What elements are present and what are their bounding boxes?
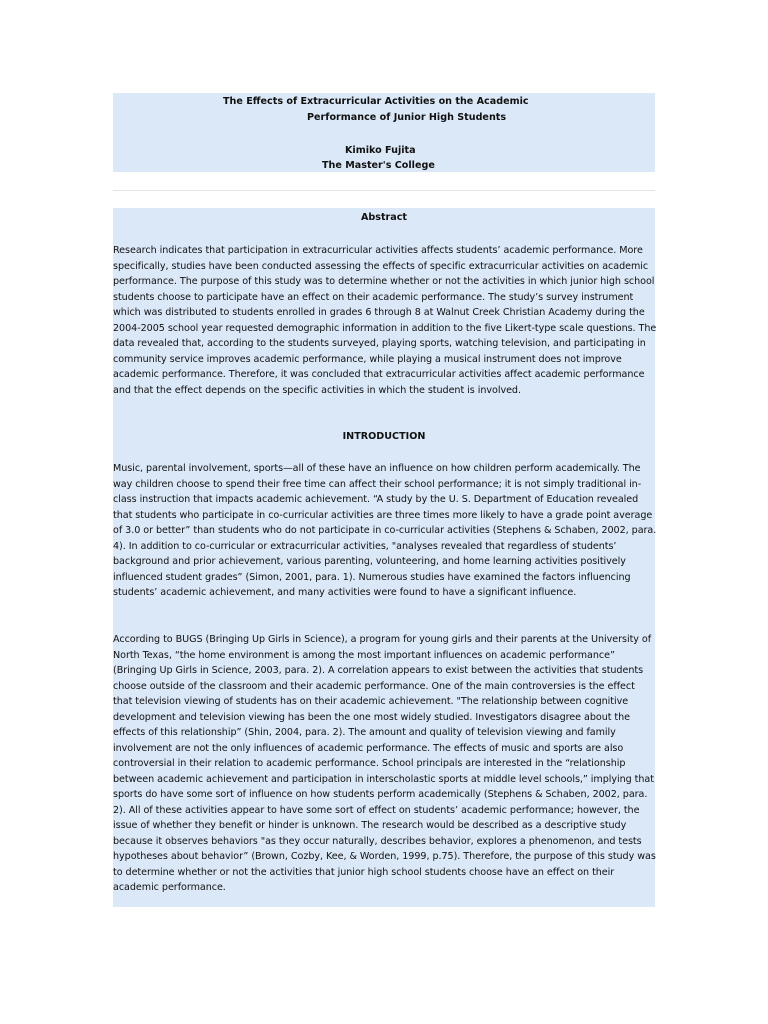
introduction-paragraph-1: Music, parental involvement, sports—all of these have an influence on how children perform academically. The way children choose to spend their free time can affect their school performance; it is not simply traditional in-class instruction that impacts academic achievement. “A study by the U. S. Department of Education revealed that students who participate in co-curricular activities are three times more likely to have a grade point average of 3.0 or better” than students who do not participate in co-curricular activities (Stephens & Schaben, 2002, para. 4). In addition to co-curricular or extracurricular activities, "analyses revealed that regardless of students’ background and prior achievement, various parenting, volunteering, and home learning activities positively influenced student grades” (Simon, 2001, para. 1). Numerous studies have examined the factors influencing students’ academic achievement, and many activities were found to have a significant influence.	[113, 463, 657, 598]
paper-title-line-2: Performance of Junior High Students	[307, 112, 507, 123]
author-name: Kimiko Fujita	[345, 145, 416, 156]
body-block	[113, 208, 655, 907]
abstract-heading: Abstract	[360, 212, 408, 223]
title-block	[113, 93, 655, 172]
abstract-paragraph: Research indicates that participation in extracurricular activities affects students’ academic performance. More specifically, studies have been conducted assessing the effects of specific extracurricular activities on academic performance. The purpose of this study was to determine whether or not the activities in which junior high school students choose to participate have an effect on their academic performance. The study’s survey instrument which was distributed to students enrolled in grades 6 through 8 at Walnut Creek Christian Academy during the 2004-2005 school year requested demographic information in addition to the five Likert-type scale questions. The data revealed that, according to the students surveyed, playing sports, watching television, and participating in community service improves academic performance, while playing a musical instrument does not improve academic performance. Therefore, it was concluded that extracurricular activities affect academic performance and that the effect depends on the specific activities in which the student is involved.	[113, 245, 657, 396]
introduction-paragraph-2: According to BUGS (Bringing Up Girls in Science), a program for young girls and their parents at the University of North Texas, “the home environment is among the most important influences on academic performance” (Bringing Up Girls in Science, 2003, para. 2). A correlation appears to exist between the activities that students choose outside of the classroom and their academic performance. One of the main controversies is the effect that television viewing of students has on their academic achievement. "The relationship between cognitive development and television viewing has been the one most widely studied. Investigators disagree about the effects of this relationship” (Shin, 2004, para. 2). The amount and quality of television viewing and family involvement are not the only influences of academic performance. The effects of music and sports are also controversial in their relation to academic performance. School principals are interested in the “relationship between academic achievement and participation in interscholastic sports at middle level schools,” implying that sports do have some sort of influence on how students perform academically (Stephens & Schaben, 2002, para. 2). All of these activities appear to have some sort of effect on students’ academic performance; however, the issue of whether they benefit or hinder is unknown. The research would be described as a descriptive study because it observes behaviors "as they occur naturally, describes behavior, explores a phenomenon, and tests hypotheses about behavior” (Brown, Cozby, Kee, & Worden, 1999, p.75). Therefore, the purpose of this study was to determine whether or not the activities that junior high school students choose have an effect on their academic performance.	[113, 634, 656, 893]
institution-name: The Master's College	[322, 160, 435, 171]
introduction-heading: INTRODUCTION	[342, 431, 426, 442]
horizontal-divider	[113, 190, 655, 191]
paper-title-line-1: The Effects of Extracurricular Activities on the Academic	[223, 96, 529, 107]
